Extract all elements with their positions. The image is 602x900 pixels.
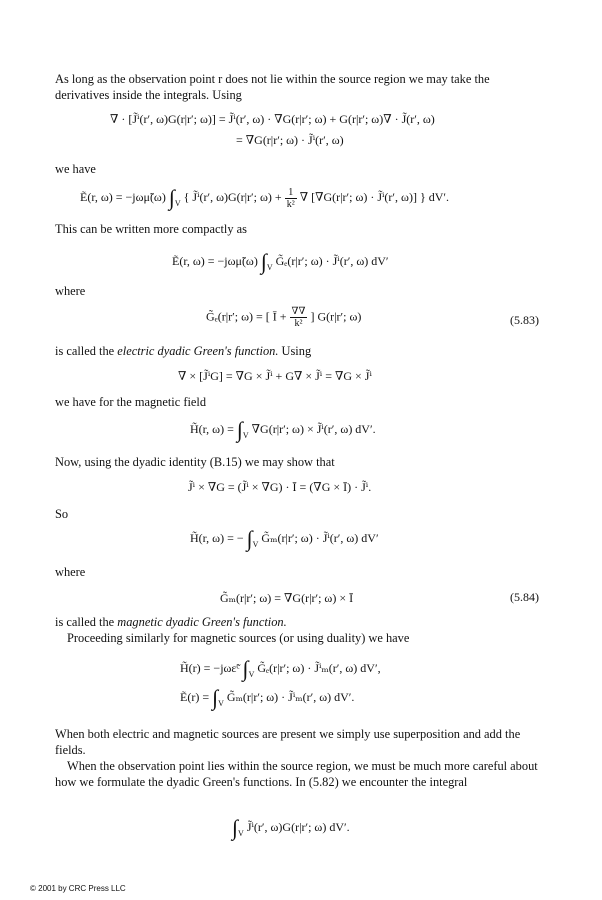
equation-10 (180, 656, 381, 681)
p5-post: Using (278, 344, 312, 358)
equation-1b: = ∇G(r|r′; ω) · J̃ⁱ(r′, ω) (236, 133, 344, 147)
paragraph-1: As long as the observation point r does not lie within the source region we may take the derivatives inside the integrals. Using (55, 72, 490, 102)
eq11-body: G̃ₘ(r|r′; ω) · J̃ⁱₘ(r′, ω) dV′. (226, 690, 355, 704)
paragraph-12: When both electric and magnetic sources are present we simply use superposition and add the fields. (55, 727, 521, 757)
eq10-body: G̃ₑ(r|r′; ω) · J̃ⁱₘ(r′, ω) dV′, (257, 661, 381, 675)
eq2-lhs: Ẽ(r, ω) = −jωμ̃(ω) (80, 190, 166, 204)
eq10-lhs: H̃(r) = −jωε̃ᶜ (180, 661, 240, 675)
eq2-body: { J̃ⁱ(r′, ω)G(r|r′; ω) + (183, 190, 285, 204)
integral-domain: V (238, 829, 244, 838)
integral-sign: ∫ (168, 185, 175, 210)
integral-sign: ∫ (212, 685, 219, 710)
equation-12 (232, 815, 350, 840)
paragraph-10 (55, 614, 547, 630)
integral-domain: V (218, 699, 224, 708)
equation-11 (180, 685, 355, 710)
p5-pre: is called the (55, 344, 118, 358)
paragraph-3: This can be written more compactly as (55, 222, 247, 236)
eq4-frac-num: ∇∇ (291, 306, 306, 317)
eq11-lhs: Ẽ(r) = (180, 690, 210, 704)
integral-sign: ∫ (242, 656, 249, 681)
eq6-body: ∇G(r|r′; ω) × J̃ⁱ(r′, ω) dV′. (251, 422, 376, 436)
integral-domain: V (252, 540, 259, 549)
paragraph-8: So (55, 507, 69, 521)
eq2-tail: ∇ [∇G(r|r′; ω) · J̃ⁱ(r′, ω)] } dV′. (299, 190, 449, 204)
integral-domain: V (266, 263, 273, 272)
eq3-body: G̃ₑ(r|r′; ω) · J̃ⁱ(r′, ω) dV′ (275, 254, 389, 268)
equation-8 (190, 526, 379, 551)
paragraph-5 (55, 343, 547, 359)
integral-sign: ∫ (236, 417, 243, 442)
paragraph-4: where (55, 284, 86, 298)
eq6-lhs: H̃(r, ω) = (190, 422, 234, 436)
eq4-frac-den: k² (294, 318, 303, 329)
integral-domain: V (174, 199, 181, 208)
paragraph-6: we have for the magnetic field (55, 395, 207, 409)
integral-sign: ∫ (232, 815, 239, 840)
equation-number-5-83: (5.83) (510, 313, 539, 327)
equation-9: G̃ₘ(r|r′; ω) = ∇G(r|r′; ω) × Ī (220, 591, 354, 605)
paragraph-9: where (55, 565, 86, 579)
equation-4 (206, 306, 361, 329)
eq3-lhs: Ẽ(r, ω) = −jωμ̃(ω) (172, 254, 258, 268)
eq12-body: J̃ⁱ(r′, ω)G(r|r′; ω) dV′. (246, 820, 350, 834)
integral-sign: ∫ (246, 526, 253, 551)
equation-3 (172, 249, 389, 274)
equation-number-5-84: (5.84) (510, 590, 539, 604)
term-electric-dyadic: electric dyadic Green's function. (117, 344, 279, 358)
eq4-tail: ] G(r|r′; ω) (310, 309, 362, 324)
equation-6 (190, 417, 376, 442)
eq2-frac-den: k² (286, 198, 295, 210)
eq4-lhs: G̃ₑ(r|r′; ω) = [ Ī + (206, 309, 290, 324)
eq2-fraction (285, 187, 297, 210)
eq2-frac-num: 1 (285, 187, 297, 199)
integral-sign: ∫ (260, 249, 267, 274)
paragraph-11: Proceeding similarly for magnetic sources (or using duality) we have (67, 631, 410, 645)
equation-1a: ∇ · [J̃ⁱ(r′, ω)G(r|r′; ω)] = J̃ⁱ(r′, ω) · ∇G(r|r′; ω) + G(r|r′; ω)∇ · J̃(r′, ω) (110, 112, 435, 126)
paragraph-7: Now, using the dyadic identity (B.15) we may show that (55, 455, 335, 469)
copyright-footer: © 2001 by CRC Press LLC (30, 884, 126, 893)
paragraph-2: we have (55, 162, 96, 176)
term-magnetic-dyadic: magnetic dyadic Green's function. (117, 615, 287, 629)
p10-pre: is called the (55, 615, 118, 629)
eq8-lhs: H̃(r, ω) = − (190, 531, 244, 545)
equation-7: J̃ⁱ × ∇G = (J̃ⁱ × ∇G) · Ī = (∇G × Ī) · J̃ⁱ. (188, 480, 372, 494)
equation-5: ∇ × [J̃ⁱG] = ∇G × J̃ⁱ + G∇ × J̃ⁱ = ∇G × J̃ⁱ (178, 369, 372, 383)
integral-domain: V (242, 431, 249, 440)
paragraph-13: When the observation point lies within the source region, we must be much more careful about how we formulate the dyadic Green's functions. In (5.82) we encounter the integral (55, 759, 538, 789)
eq8-body: G̃ₘ(r|r′; ω) · J̃ⁱ(r′, ω) dV′ (261, 531, 379, 545)
equation-2 (80, 186, 449, 210)
eq4-fraction (290, 306, 308, 329)
integral-domain: V (248, 670, 255, 679)
